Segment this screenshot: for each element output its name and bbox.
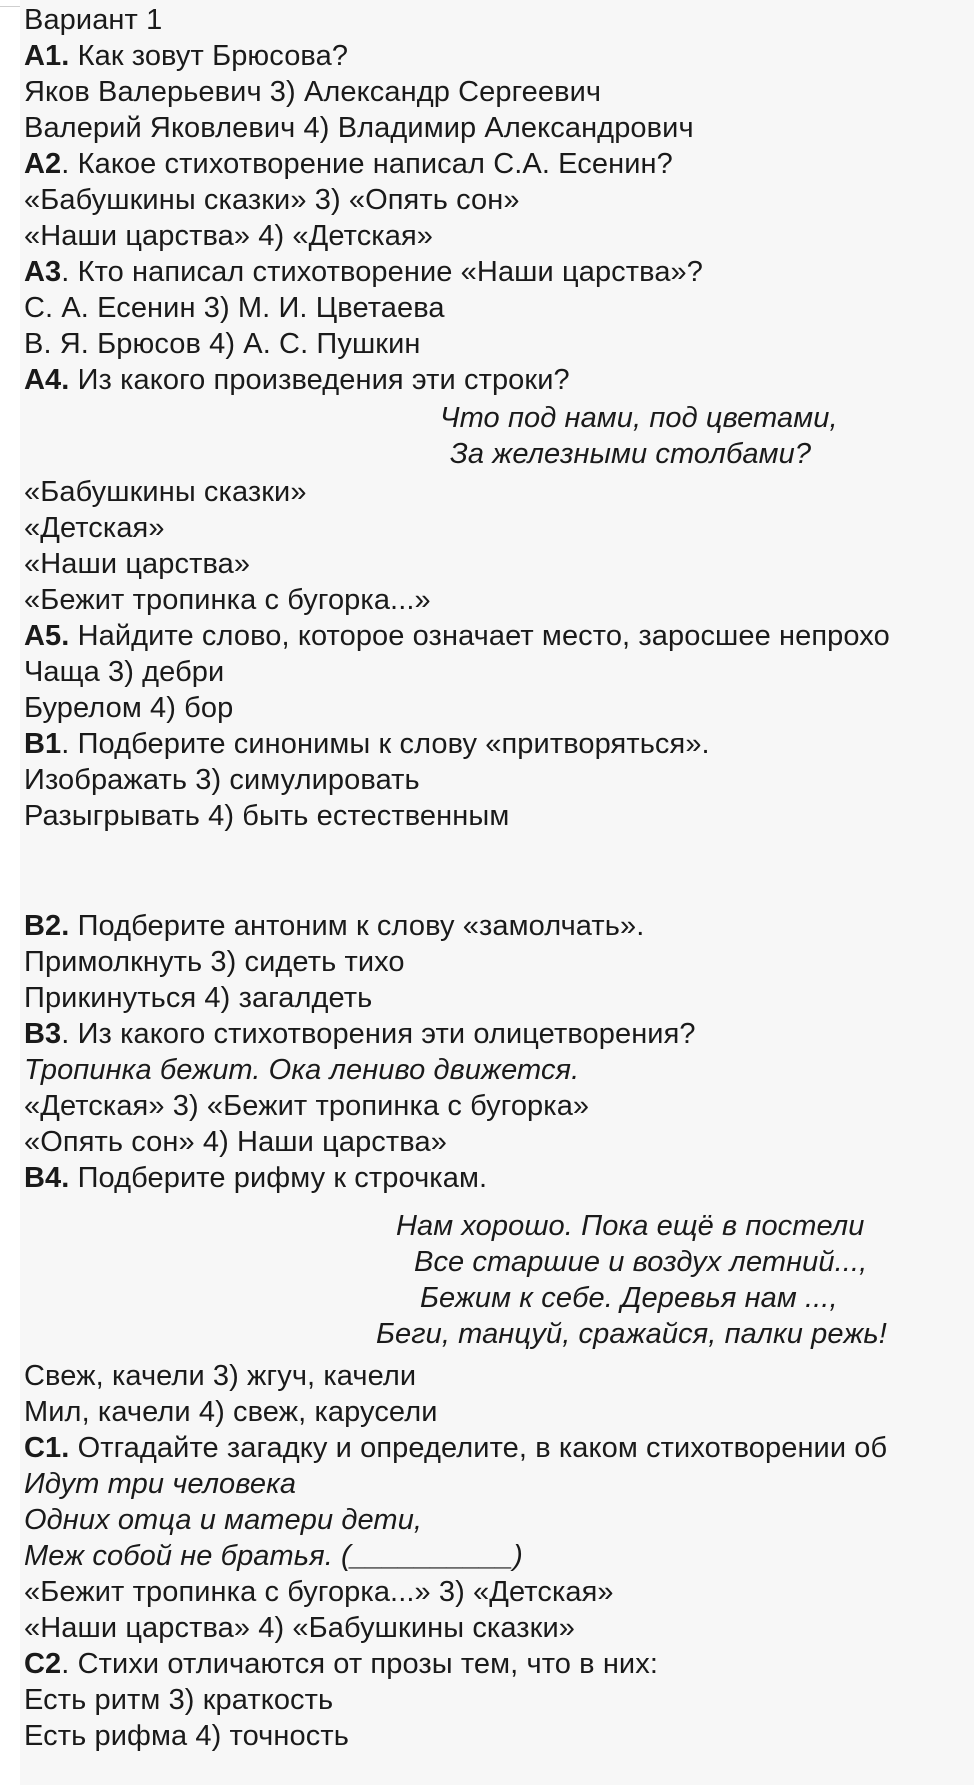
quote-line: Беги, танцуй, сражайся, палки режь!	[376, 1318, 887, 1350]
question-number: С1.	[24, 1432, 70, 1464]
question-a1	[24, 38, 348, 74]
question-number: А3	[24, 256, 62, 288]
option-line: Разыгрывать 4) быть естественным	[24, 800, 510, 832]
question-number: А5.	[24, 620, 70, 652]
question-c2	[24, 1646, 658, 1682]
option-line: Валерий Яковлевич 4) Владимир Александрович	[24, 112, 694, 144]
question-number: А4.	[24, 364, 70, 396]
question-text: . Подберите синонимы к слову «притворяться».	[61, 728, 710, 760]
question-number: В1	[24, 728, 62, 760]
option-line: «Опять сон» 4) Наши царства»	[24, 1126, 447, 1158]
quote-line: Бежим к себе. Деревья нам ...,	[420, 1282, 838, 1314]
option-line: Яков Валерьевич 3) Александр Сергеевич	[24, 76, 602, 108]
question-text: . Стихи отличаются от прозы тем, что в них:	[61, 1648, 658, 1680]
question-number: В2.	[24, 910, 70, 942]
option-line: «Бежит тропинка с бугорка...»	[24, 584, 431, 616]
quote-line: Тропинка бежит. Ока лениво движется.	[24, 1054, 580, 1086]
option-line: Есть ритм 3) краткость	[24, 1684, 334, 1716]
question-number: С2	[24, 1648, 62, 1680]
quote-line: Одних отца и матери дети,	[24, 1504, 423, 1536]
page-corner	[0, 0, 21, 7]
variant-title: Вариант 1	[24, 4, 163, 36]
option-line: «Детская» 3) «Бежит тропинка с бугорка»	[24, 1090, 590, 1122]
question-text: Найдите слово, которое означает место, заросшее непрохо	[69, 620, 890, 652]
option-line: Есть рифма 4) точность	[24, 1720, 349, 1752]
option-line: В. Я. Брюсов 4) А. С. Пушкин	[24, 328, 421, 360]
question-text: Подберите рифму к строчкам.	[69, 1162, 488, 1194]
question-number: В4.	[24, 1162, 70, 1194]
option-line: «Наши царства»	[24, 548, 251, 580]
question-text: Отгадайте загадку и определите, в каком стихотворении об	[69, 1432, 888, 1464]
option-line: С. А. Есенин 3) М. И. Цветаева	[24, 292, 445, 324]
question-text: . Кто написал стихотворение «Наши царства»?	[61, 256, 704, 288]
question-number: А1.	[24, 40, 70, 72]
question-a2	[24, 146, 673, 182]
option-line: Примолкнуть 3) сидеть тихо	[24, 946, 405, 978]
option-line: Чаща 3) дебри	[24, 656, 225, 688]
quote-line: Что под нами, под цветами,	[440, 402, 838, 434]
question-text: . Какое стихотворение написал С.А. Есенин?	[61, 148, 673, 180]
option-line: Прикинуться 4) загалдеть	[24, 982, 373, 1014]
option-line: «Бабушкины сказки»	[24, 476, 307, 508]
option-line: Бурелом 4) бор	[24, 692, 234, 724]
option-line: «Бежит тропинка с бугорка...» 3) «Детская»	[24, 1576, 614, 1608]
question-b4	[24, 1160, 487, 1196]
quote-line: За железными столбами?	[450, 438, 812, 470]
quote-line: Меж собой не братья. (__________)	[24, 1540, 523, 1572]
question-text: Подберите антоним к слову «замолчать».	[69, 910, 645, 942]
question-b1	[24, 726, 710, 762]
worksheet	[20, 0, 974, 1785]
question-c1	[24, 1430, 887, 1466]
question-text: . Из какого стихотворения эти олицетворения?	[61, 1018, 696, 1050]
option-line: «Детская»	[24, 512, 165, 544]
question-b2	[24, 908, 644, 944]
question-text: Как зовут Брюсова?	[69, 40, 349, 72]
quote-line: Нам хорошо. Пока ещё в постели	[396, 1210, 865, 1242]
question-a5	[24, 618, 890, 654]
quote-line: Все старшие и воздух летний...,	[414, 1246, 868, 1278]
option-line: «Бабушкины сказки» 3) «Опять сон»	[24, 184, 520, 216]
option-line: Свеж, качели 3) жгуч, качели	[24, 1360, 417, 1392]
option-line: «Наши царства» 4) «Детская»	[24, 220, 433, 252]
question-a3	[24, 254, 703, 290]
question-text: Из какого произведения эти строки?	[69, 364, 570, 396]
question-number: А2	[24, 148, 62, 180]
option-line: «Наши царства» 4) «Бабушкины сказки»	[24, 1612, 575, 1644]
question-number: В3	[24, 1018, 62, 1050]
question-a4	[24, 362, 570, 398]
question-b3	[24, 1016, 696, 1052]
option-line: Изображать 3) симулировать	[24, 764, 420, 796]
quote-line: Идут три человека	[24, 1468, 297, 1500]
option-line: Мил, качели 4) свеж, карусели	[24, 1396, 438, 1428]
